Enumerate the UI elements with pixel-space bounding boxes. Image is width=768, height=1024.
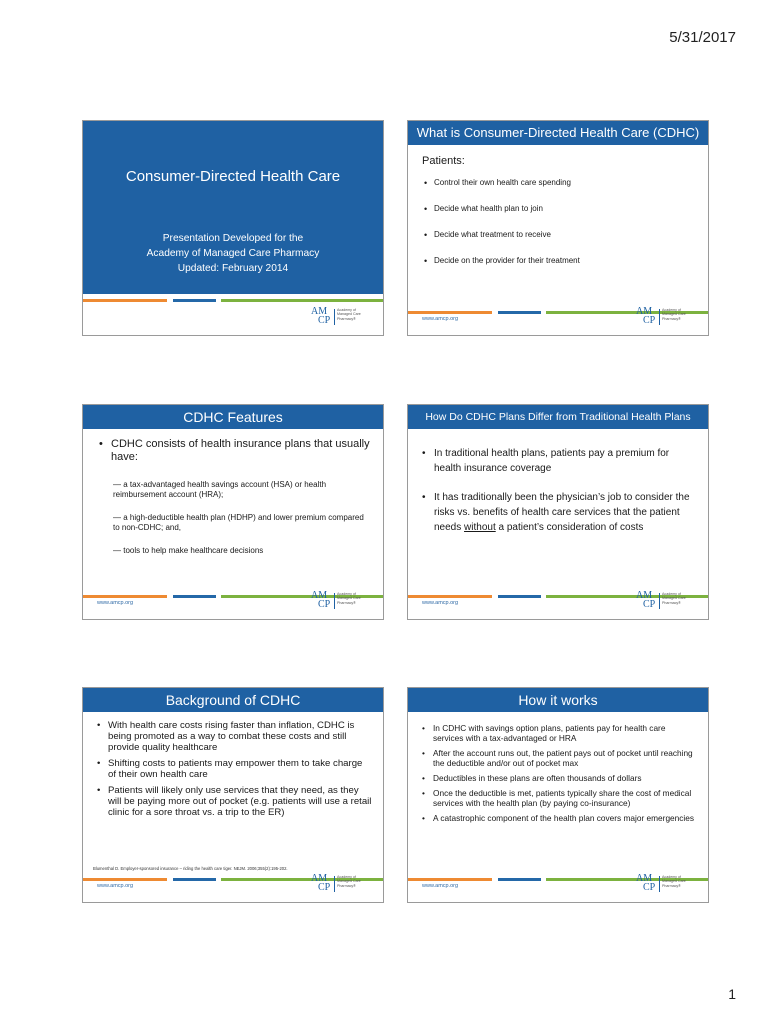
list-item: • Patients will likely only use services that they need, as they will be paying more out of pocket (e.g. patients will use a retail clinic for a sore throat vs. a trip to the ER) (97, 785, 372, 818)
bullet-list (422, 723, 697, 828)
list-item: • After the account runs out, the patient pays out of pocket until reaching the deductible and/or out of pocket max (422, 748, 697, 768)
list-item: • In CDHC with savings option plans, patients pay for health care services with a tax-advantaged or HRA (422, 723, 697, 743)
slide-cdhc-features (82, 404, 384, 620)
slide-subtitle (83, 231, 383, 276)
citation: Blumenthal D. Employer-sponsored insurance – riding the health care tiger. NEJM. 2006;355(2):195-202. (93, 866, 288, 871)
list-item: • A catastrophic component of the health plan covers major emergencies (422, 813, 697, 823)
page-date: 5/31/2017 (669, 29, 736, 46)
title-block (83, 121, 383, 294)
list-item: • Deductibles in these plans are often thousands of dollars (422, 773, 697, 783)
slide-cdhc-vs-traditional (407, 404, 709, 620)
subtitle-line: Presentation Developed for the (162, 233, 304, 244)
slide-header: How it works (408, 688, 708, 712)
slide-header: CDHC Features (83, 405, 383, 429)
amcp-logo: AM CP Academy of Managed Care Pharmacy® (311, 873, 361, 893)
amcp-logo: AM CP Academy of Managed Care Pharmacy® (311, 306, 361, 326)
list-item: — a tax-advantaged health savings account (HSA) or health reimbursement account (HRA); (113, 480, 327, 499)
subtitle-line: Updated: February 2014 (177, 263, 289, 274)
bullet-list (422, 446, 697, 549)
amcp-logo: AM CP Academy of Managed Care Pharmacy® (636, 590, 686, 610)
amcp-logo: AM CP Academy of Managed Care Pharmacy® (636, 306, 686, 326)
slide-what-is-cdhc (407, 120, 709, 336)
slide-title (82, 120, 384, 336)
list-item: • With health care costs rising faster than inflation, CDHC is being promoted as a way to combat these costs and still provide quality healthcare (97, 720, 372, 753)
lead-bullet: • CDHC consists of health insurance plans that usually have: (99, 438, 381, 464)
amcp-logo: AM CP Academy of Managed Care Pharmacy® (636, 873, 686, 893)
slide-background-of-cdhc (82, 687, 384, 903)
slide-title-text: Consumer-Directed Health Care (125, 168, 341, 185)
slide-header: How Do CDHC Plans Differ from Traditional Health Plans (408, 405, 708, 429)
list-item: — tools to help make healthcare decisions (113, 546, 264, 555)
bullet-list (422, 178, 692, 282)
list-item: • Control their own health care spending (422, 178, 692, 187)
footer-url: www.amcp.org (422, 600, 459, 606)
bullet-list (97, 720, 372, 823)
list-item: • Once the deductible is met, patients typically share the cost of medical services with the health plan (by paying co-insurance) (422, 788, 697, 808)
subheading: Patients: (422, 155, 465, 167)
amcp-logo: AM CP Academy of Managed Care Pharmacy® (311, 590, 361, 610)
footer-url: www.amcp.org (97, 883, 134, 889)
subtitle-line: Academy of Managed Care Pharmacy (146, 248, 320, 259)
list-item: • It has traditionally been the physician’s job to consider the risks vs. benefits of health care services that the patient needs without a patient’s consideration of costs (422, 490, 697, 535)
footer-url: www.amcp.org (422, 883, 459, 889)
sub-list (113, 480, 368, 569)
footer-url: www.amcp.org (422, 316, 459, 322)
slide-header: Background of CDHC (83, 688, 383, 712)
list-item: • Decide on the provider for their treatment (422, 256, 692, 265)
list-item: • Decide what treatment to receive (422, 230, 692, 239)
footer-url: www.amcp.org (97, 600, 134, 606)
slide-how-it-works (407, 687, 709, 903)
list-item: — a high-deductible health plan (HDHP) and lower premium compared to non-CDHC; and, (113, 513, 364, 532)
slide-header: What is Consumer-Directed Health Care (CDHC) (408, 121, 708, 145)
underlined-word: without (464, 522, 496, 533)
color-stripes (83, 299, 383, 302)
list-item: • Shifting costs to patients may empower them to take charge of their own health care (97, 758, 372, 780)
list-item: • Decide what health plan to join (422, 204, 692, 213)
page-number: 1 (728, 986, 736, 1002)
list-item: • In traditional health plans, patients pay a premium for health insurance coverage (422, 446, 697, 476)
